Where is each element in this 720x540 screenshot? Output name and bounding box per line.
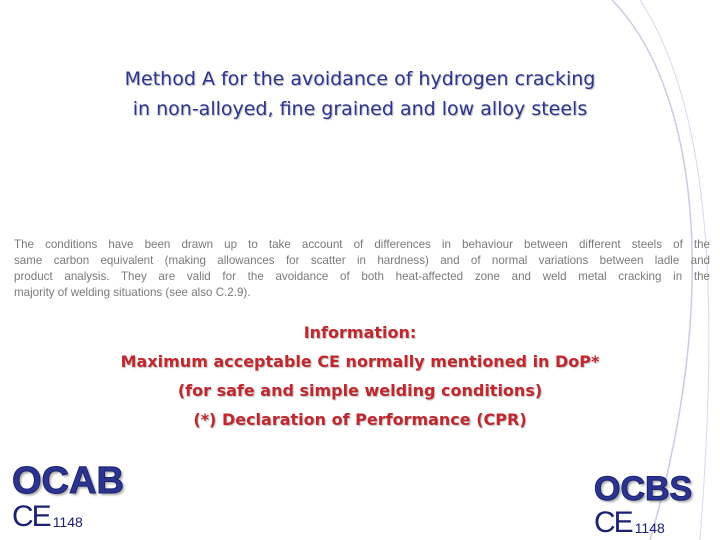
standard-excerpt xyxy=(14,237,710,301)
excerpt-line-2: same carbon equivalent (making allowances for scatter in hardness) and of normal variations between ladle and xyxy=(14,254,710,267)
excerpt-line-3: product analysis. They are valid for the avoidance of both heat-affected zone and weld metal cracking in the xyxy=(14,270,710,283)
notified-body-number: 1148 xyxy=(634,520,665,536)
information-line-2: (for safe and simple welding conditions) xyxy=(177,381,543,400)
information-line-3: (*) Declaration of Performance (CPR) xyxy=(193,410,527,429)
slide-title xyxy=(30,64,690,124)
ce-mark-icon: CE xyxy=(594,506,632,539)
ocbs-logo-name: OCBS xyxy=(594,470,693,508)
information-heading: Information: xyxy=(303,323,417,342)
title-line-1: Method A for the avoidance of hydrogen cracking xyxy=(124,68,596,90)
excerpt-line-1: The conditions have been drawn up to take account of differences in behaviour between different steels of the xyxy=(14,238,710,251)
ocab-logo xyxy=(12,462,124,532)
notified-body-number: 1148 xyxy=(52,514,83,530)
information-line-1: Maximum acceptable CE normally mentioned in DoP* xyxy=(120,352,600,371)
title-line-2: in non-alloyed, fine grained and low alloy steels xyxy=(132,98,588,120)
ocab-logo-name: OCAB xyxy=(12,460,124,502)
excerpt-line-4: majority of welding situations (see also C.2.9). xyxy=(14,286,251,299)
ocbs-logo xyxy=(594,472,692,538)
ce-mark-icon: CE xyxy=(12,500,50,533)
information-block xyxy=(30,318,690,434)
